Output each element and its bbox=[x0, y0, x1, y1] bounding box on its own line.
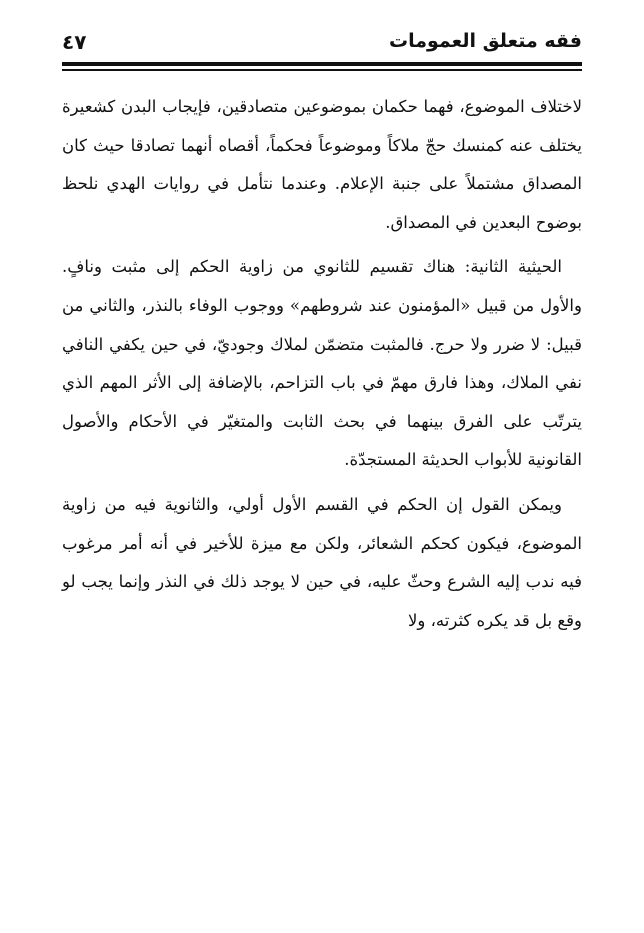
paragraph: لاختلاف الموضوع، فهما حكمان بموضوعين متصادقين، فإيجاب البدن كشعيرة يختلف عنه كمنسك حجّ ملاكاً وموضوعاً فحكماً، أقصاه أنهما تصادقا حيث كان المصداق مشتملاً على جنبة الإعلام. وعندما نتأمل في روايات الهدي نلحظ بوضوح البعدين في المصداق. bbox=[62, 97, 582, 232]
page-header bbox=[62, 28, 582, 62]
running-title: فقه متعلق العمومات bbox=[388, 30, 582, 52]
header-rule-thin bbox=[62, 69, 582, 71]
header-rule-thick bbox=[62, 62, 582, 66]
paragraph: الحيثية الثانية: هناك تقسيم للثانوي من زاوية الحكم إلى مثبت ونافٍ. والأول من قبيل «المؤمنون عند شروطهم» ووجوب الوفاء بالنذر، والثاني من قبيل: لا ضرر ولا حرج. فالمثبت متضمّن لملاك وجوديّ، في حين يكفي النافي نفي الملاك، وهذا فارق مهمّ في باب التزاحم، بالإضافة إلى الأثر المهم الذي يترتّب على الفرق بينهما في بحث الثابت والمتغيّر في الأحكام والأصول القانونية للأبواب الحديثة المستجدّة. bbox=[62, 257, 582, 470]
paragraph: ويمكن القول إن الحكم في القسم الأول أولي، والثانوية فيه من زاوية الموضوع، فيكون كحكم الشعائر، ولكن مع ميزة للأخير في أنه أمر مرغوب فيه ندب إليه الشرع وحثّ عليه، في حين لا يوجد ذلك في النذر وإنما يجب لو وقع بل قد يكره كثرته، ولا bbox=[62, 494, 582, 630]
body-text bbox=[62, 88, 582, 646]
page-number: ٤٧ bbox=[62, 30, 87, 54]
